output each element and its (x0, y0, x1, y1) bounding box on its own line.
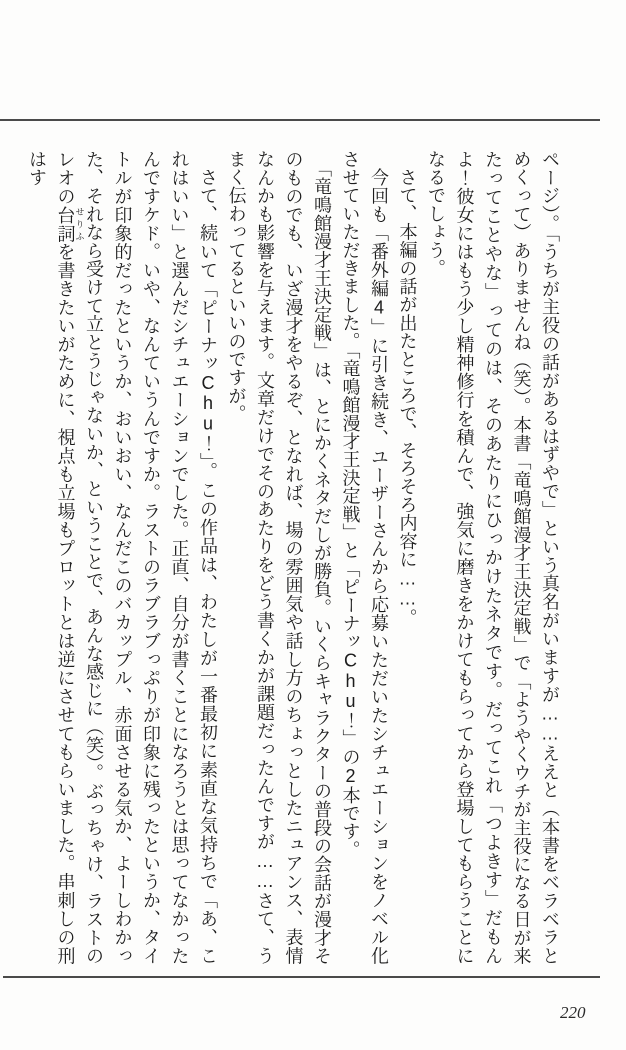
bottom-rule (3, 976, 600, 978)
paragraph: ページ）。「うちが主役の話があるはずやで」という真名がいますが……ええと（本書をベラベラとめくって）ありませんね（笑）。本書「竜鳴館漫才王決定戦」で「ようやくウチが主役になる日が来たってことやな」ってのは、そのあたりにひっかけたネタです。だってこれ「つよきす」だもんよ！彼女にはもう少し精神修行を積んで、強気に磨きをかけてもらってから登場してもらうことになるでしょう。 (426, 150, 560, 965)
paragraph: 「竜鳴館漫才王決定戦」は、とにかくネタだしが勝負。いくらキャラクターの普段の会話が漫才そのものでも、いざ漫才をやるぞ、となれば、場の雰囲気や話し方のちょっとしたニュアンス、表情なんかも影響を与えます。文章だけでそのあたりをどう書くかが課題だったんですが……さて、うまく伝わってるといいのですが。 (226, 150, 332, 965)
top-rule (0, 119, 600, 121)
paragraph: 今回も「番外編4」に引き続き、ユーザーさんから応募いただいたシチュエーションをノベル化させていただきました。「竜鳴館漫才王決定戦」と「ピーナッChu！」の2本です。 (340, 150, 389, 965)
page-number: 220 (560, 1003, 586, 1022)
ruby-annotated-word: 台詞 せりふ (55, 205, 85, 243)
paragraph: さて、続いて「ピーナッChu！」。この作品は、わたしが一番最初に素直な気持ちで「あ、これはいい」と選んだシチュエーションでした。正直、自分が書くことになろうとは思ってなかったんですケド。いや、なんていうんですか。ラストのラブラブっぷりが印象に残ったというか、タイトルが印象的だったというか、おいおい、なんだこのバカップル、赤面させる気か、よーしわかった、それなら受けて立とうじゃないか、ということで、あんな感じに（笑）。ぶっちゃけ、ラストのレオの台詞 せりふを書きたいがために、視点も立場もプロットとは逆にさせてもらいました。串刺しの刑はす (27, 150, 218, 965)
paragraph: さて、本編の話が出たところで、そろそろ内容に……。 (397, 168, 418, 627)
afterword-text (19, 150, 564, 965)
